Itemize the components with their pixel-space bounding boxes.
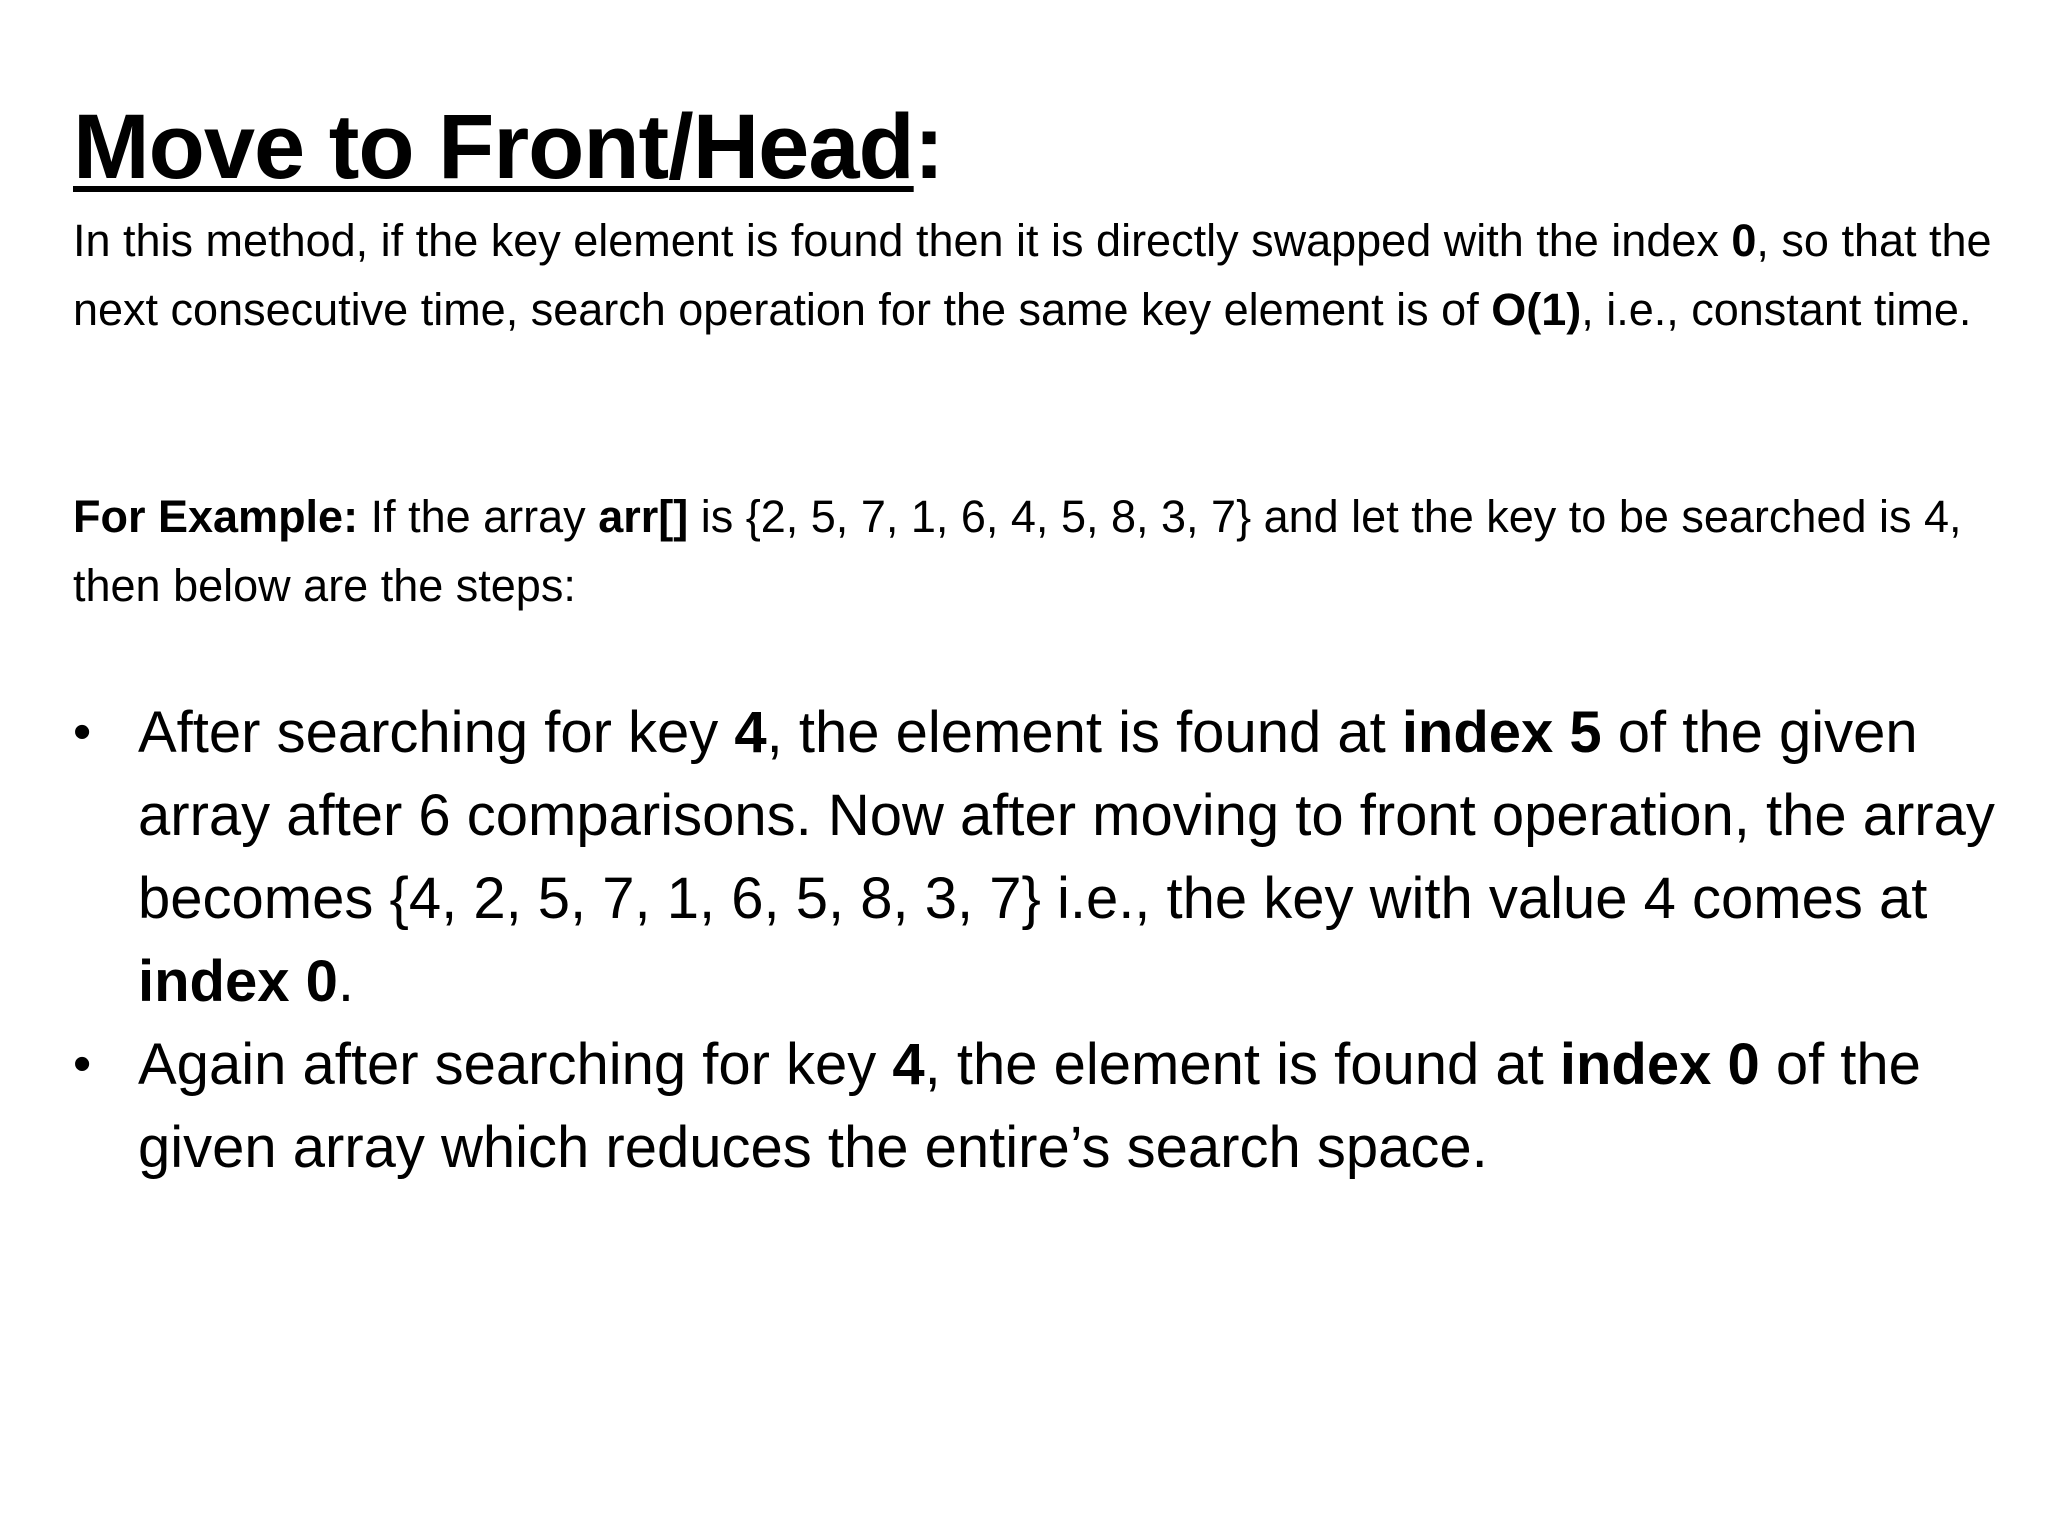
intro-bold-index: 0 <box>1731 215 1757 266</box>
intro-text-1: In this method, if the key element is found then it is directly swapped with the index <box>73 215 1732 266</box>
example-paragraph <box>73 482 1993 620</box>
step-2-text-1: Again after searching for key <box>138 1032 893 1097</box>
example-text-1: If the array <box>358 491 599 542</box>
title-colon: : <box>913 96 944 198</box>
title-text: Move to Front/Head <box>73 96 914 198</box>
step-item-2 <box>73 1023 1998 1189</box>
example-array-name: arr[] <box>598 491 689 542</box>
intro-paragraph <box>73 206 1993 344</box>
step-2-text-3: of the given array which reduces the entire’s search space. <box>138 1032 1921 1180</box>
step-1-bold-new-index: index 0 <box>138 949 338 1014</box>
step-1-text-2: , the element is found at <box>766 700 1402 765</box>
intro-bold-complexity: O(1) <box>1491 284 1582 335</box>
step-1-bold-key: 4 <box>734 700 767 765</box>
steps-list <box>73 691 1998 1189</box>
step-1-text-3: of the given array after 6 comparisons. Now after moving to front operation, the array becomes {4, 2, 5, 7, 1, 6, 5, 8, 3, 7} i.e., the key with value 4 comes at <box>138 700 1995 931</box>
bullet-icon: • <box>73 703 92 761</box>
step-2-bold-index: index 0 <box>1559 1032 1760 1097</box>
example-text-2: is {2, 5, 7, 1, 6, 4, 5, 8, 3, 7} and let the key to be searched is 4, then below are the steps: <box>73 491 1962 611</box>
intro-text-2: , so that the next consecutive time, search operation for the same key element is of <box>73 215 1992 335</box>
step-1-text-1: After searching for key <box>138 700 735 765</box>
step-1-bold-index: index 5 <box>1401 700 1602 765</box>
bullet-icon: • <box>73 1035 92 1093</box>
step-2-bold-key: 4 <box>892 1032 925 1097</box>
slide-title <box>73 92 943 202</box>
example-label: For Example: <box>73 491 359 542</box>
step-1-text-4: . <box>337 949 354 1014</box>
step-item-1 <box>73 691 1998 1023</box>
intro-text-3: , i.e., constant time. <box>1581 284 1972 335</box>
step-2-text-2: , the element is found at <box>924 1032 1560 1097</box>
